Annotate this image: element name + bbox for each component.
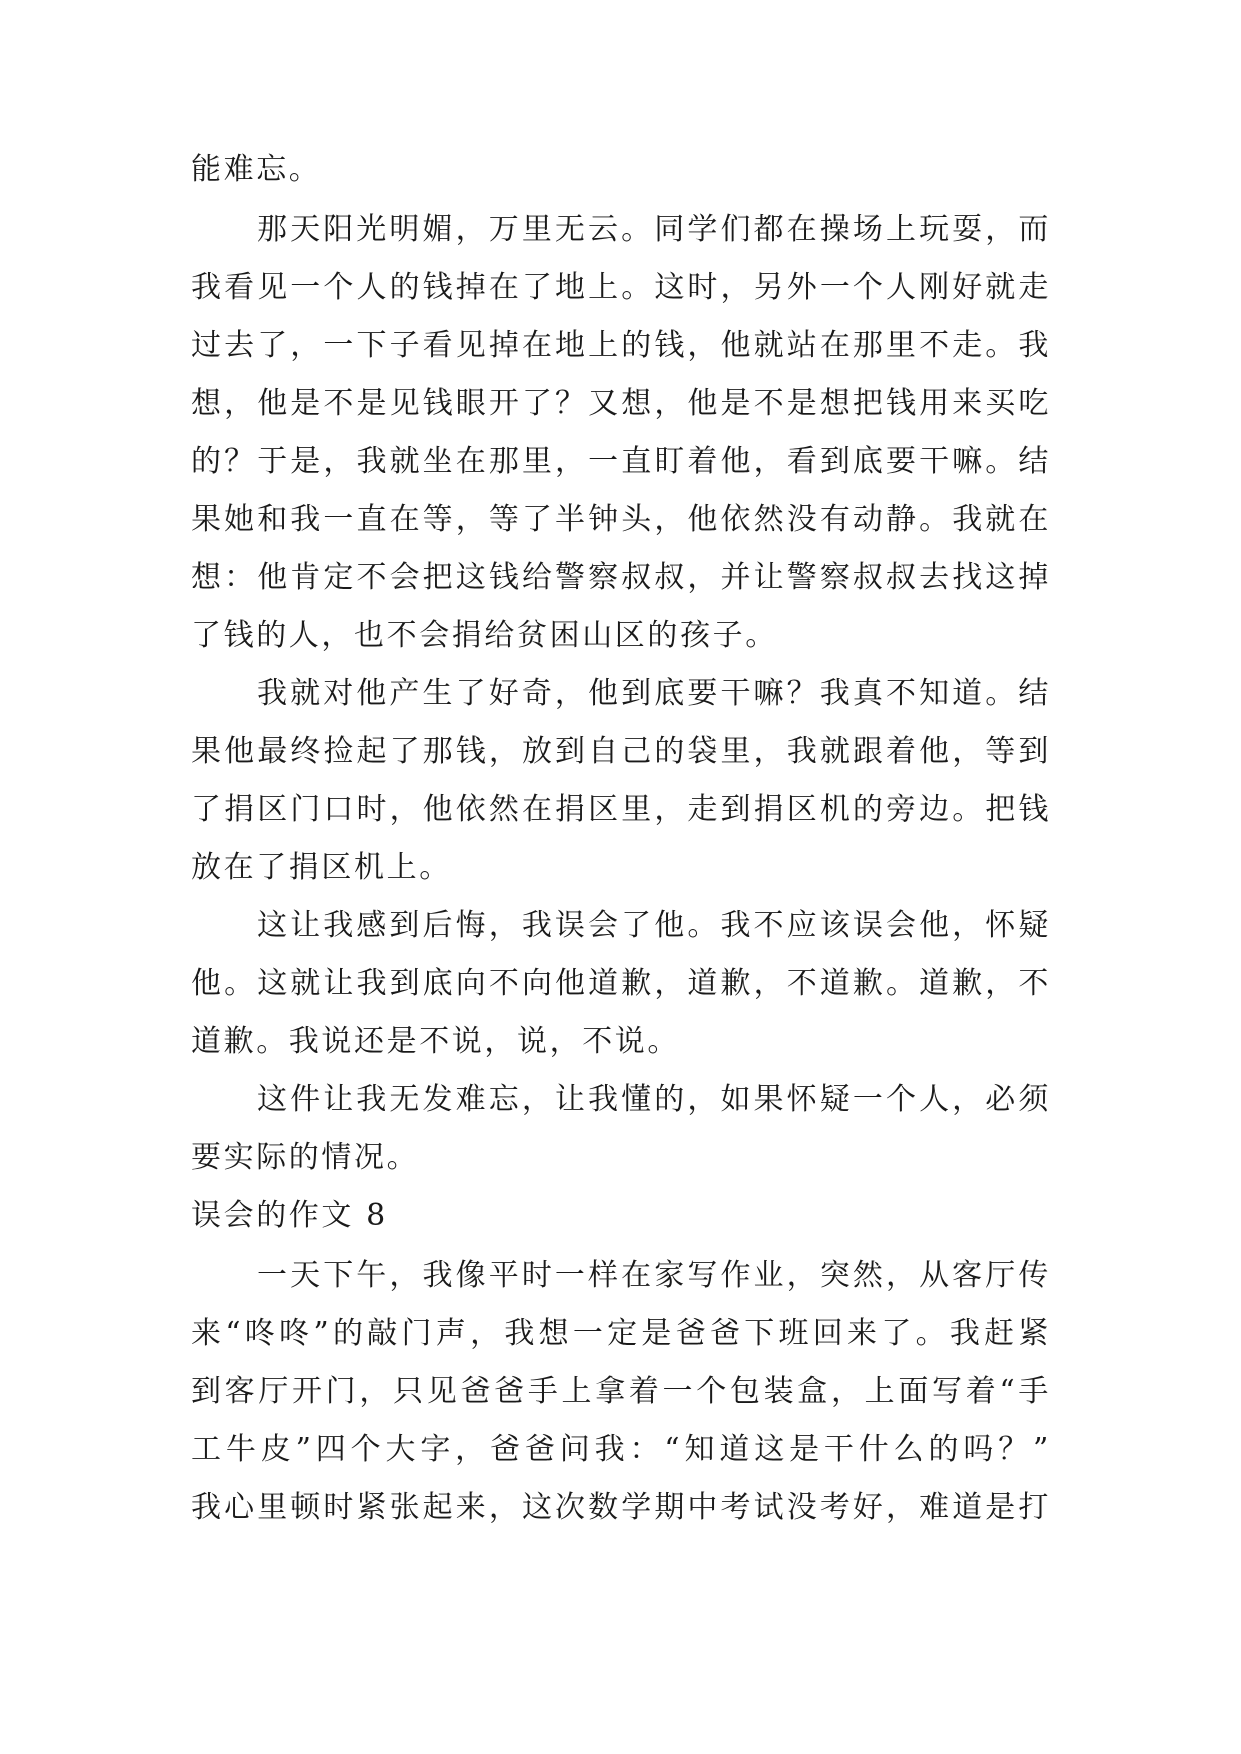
text-line: 果她和我一直在等，等了半钟头，他依然没有动静。我就在 <box>191 502 1051 537</box>
text-line: 要实际的情况。 <box>191 1140 420 1175</box>
text-line: 工牛皮”四个大字，爸爸问我：“知道这是干什么的吗？” <box>191 1432 1051 1467</box>
section-heading: 误会的作文 8 <box>191 1198 388 1233</box>
text-line: 来“咚咚”的敲门声，我想一定是爸爸下班回来了。我赶紧 <box>191 1316 1051 1351</box>
text-line: 到客厅开门，只见爸爸手上拿着一个包装盒，上面写着“手 <box>191 1374 1051 1409</box>
text-line: 过去了，一下子看见掉在地上的钱，他就站在那里不走。我 <box>191 328 1051 363</box>
paragraph-first-line: 这让我感到后悔，我误会了他。我不应该误会他，怀疑 <box>257 908 1051 943</box>
text-line: 我看见一个人的钱掉在了地上。这时，另外一个人刚好就走 <box>191 270 1051 305</box>
text-line: 他。这就让我到底向不向他道歉，道歉，不道歉。道歉，不 <box>191 966 1051 1001</box>
paragraph-first-line: 这件让我无发难忘，让我懂的，如果怀疑一个人，必须 <box>257 1082 1051 1117</box>
text-line: 的？于是，我就坐在那里，一直盯着他，看到底要干嘛。结 <box>191 444 1051 479</box>
paragraph-first-line: 那天阳光明媚，万里无云。同学们都在操场上玩耍，而 <box>257 212 1051 247</box>
text-line: 能难忘。 <box>191 152 322 187</box>
text-line: 我心里顿时紧张起来，这次数学期中考试没考好，难道是打 <box>191 1490 1051 1525</box>
text-line: 了钱的人，也不会捐给贫困山区的孩子。 <box>191 618 778 653</box>
text-line: 道歉。我说还是不说，说，不说。 <box>191 1024 680 1059</box>
text-line: 想，他是不是见钱眼开了？又想，他是不是想把钱用来买吃 <box>191 386 1051 421</box>
paragraph-first-line: 我就对他产生了好奇，他到底要干嘛？我真不知道。结 <box>257 676 1051 711</box>
text-line: 想：他肯定不会把这钱给警察叔叔，并让警察叔叔去找这掉 <box>191 560 1051 595</box>
paragraph-first-line: 一天下午，我像平时一样在家写作业，突然，从客厅传 <box>257 1258 1051 1293</box>
text-line: 了捐区门口时，他依然在捐区里，走到捐区机的旁边。把钱 <box>191 792 1051 827</box>
text-line: 果他最终捡起了那钱，放到自己的袋里，我就跟着他，等到 <box>191 734 1051 769</box>
text-line: 放在了捐区机上。 <box>191 850 452 885</box>
